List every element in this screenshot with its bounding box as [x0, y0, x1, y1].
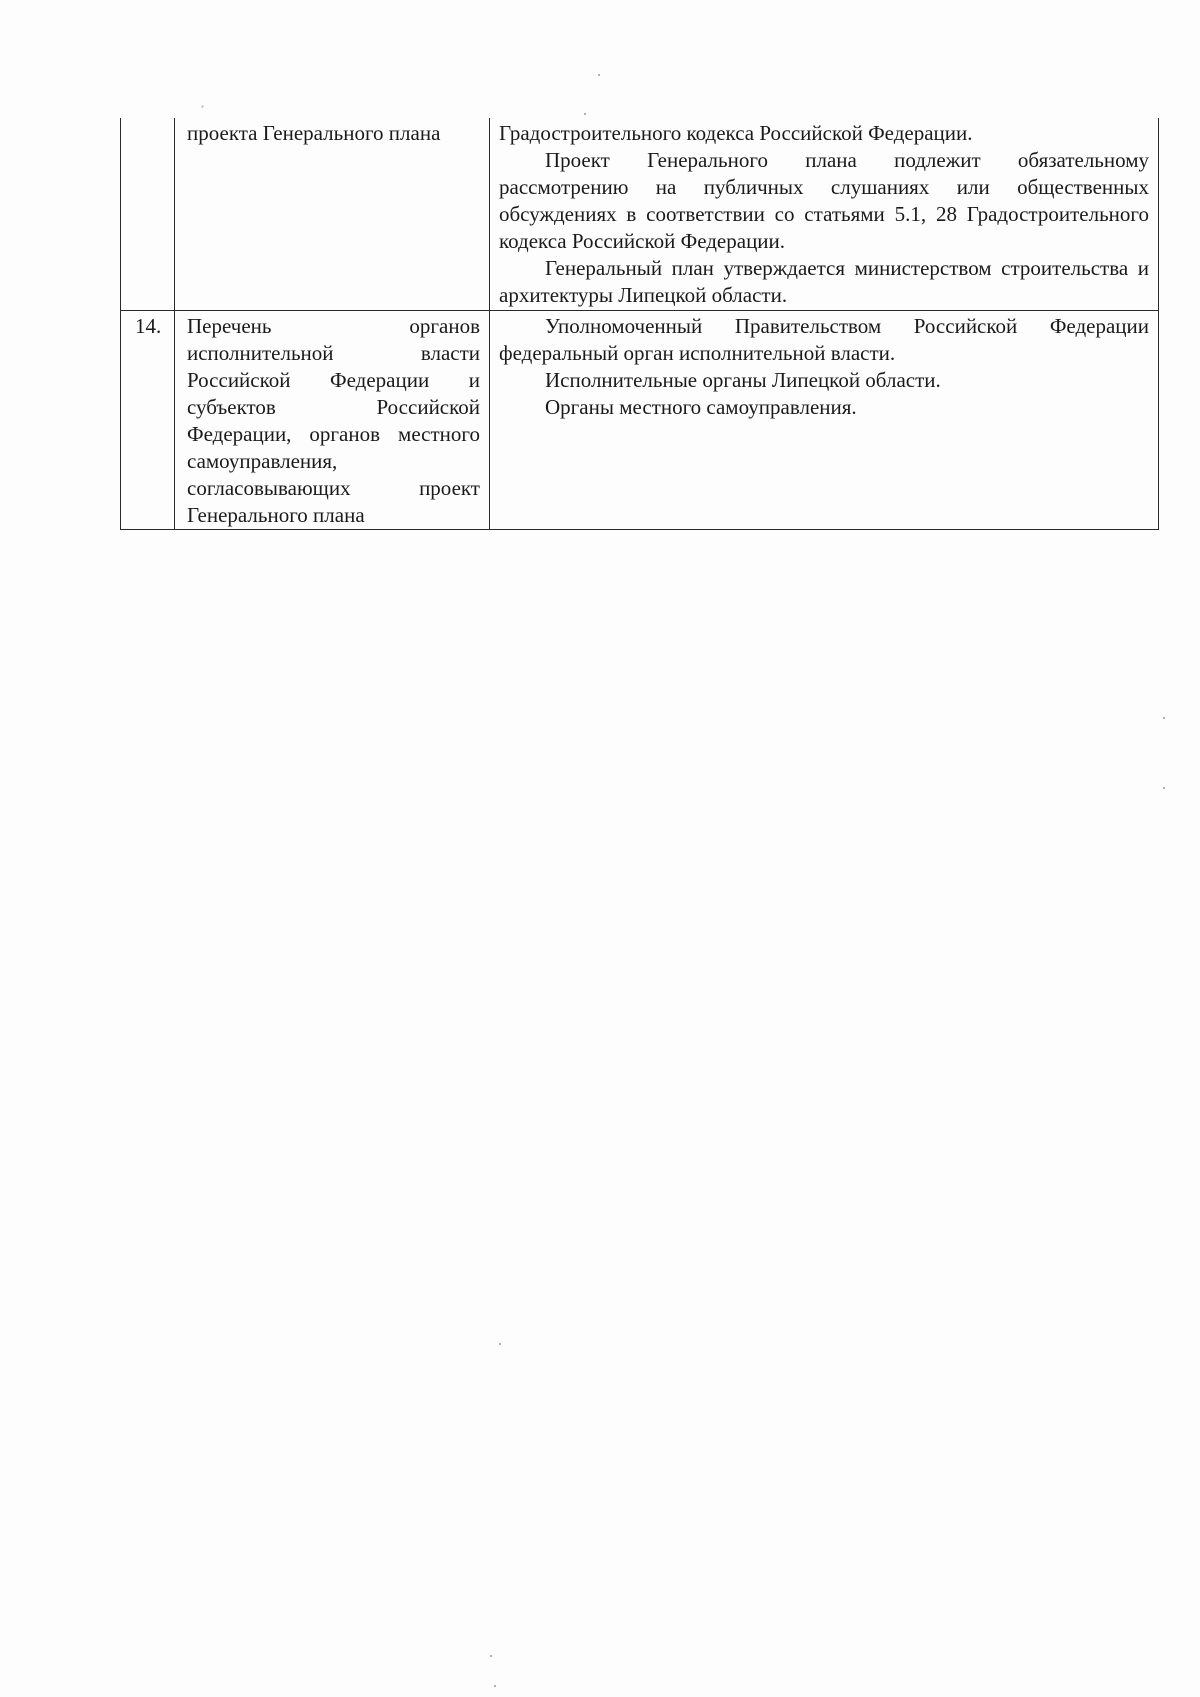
scan-speck	[1163, 787, 1165, 789]
scan-speck	[490, 1655, 492, 1657]
requirements-table	[120, 118, 1159, 530]
row-description-cell	[490, 311, 1159, 530]
description-paragraph: Органы местного самоуправления.	[545, 395, 857, 419]
scan-speck	[201, 105, 204, 108]
scan-speck	[494, 1685, 496, 1687]
description-paragraph: Проект Генерального плана подлежит обязательному рассмотрению на публичных слушаниях или общественных обсуждениях в соответствии со статьями 5.1, 28 Градостроительного кодекса Российской Федерации.	[499, 148, 1149, 253]
description-paragraph: Градостроительного кодекса Российской Федерации.	[499, 121, 973, 145]
description-paragraph: Исполнительные органы Липецкой области.	[545, 368, 941, 392]
scan-speck	[499, 1343, 501, 1345]
row-name-text: Перечень органов исполнительной власти Российской Федерации и субъектов Российской Федерации, органов местного самоуправления, согласовывающих проект Генерального плана	[187, 314, 480, 527]
table-row	[121, 311, 1159, 530]
scan-speck	[598, 74, 600, 76]
row-name-cell	[175, 311, 490, 530]
scan-speck	[1163, 717, 1165, 719]
row-number-cell: 14.	[121, 311, 175, 530]
scan-speck	[584, 113, 586, 115]
row-name-cell	[175, 118, 490, 311]
row-description-cell	[490, 118, 1159, 311]
row-name-text: проекта Генерального плана	[187, 121, 441, 145]
description-paragraph: Уполномоченный Правительством Российской Федерации федеральный орган исполнительной власти.	[499, 314, 1149, 365]
description-paragraph: Генеральный план утверждается министерством строительства и архитектуры Липецкой области.	[499, 256, 1149, 307]
row-number-cell	[121, 118, 175, 311]
table-row	[121, 118, 1159, 311]
